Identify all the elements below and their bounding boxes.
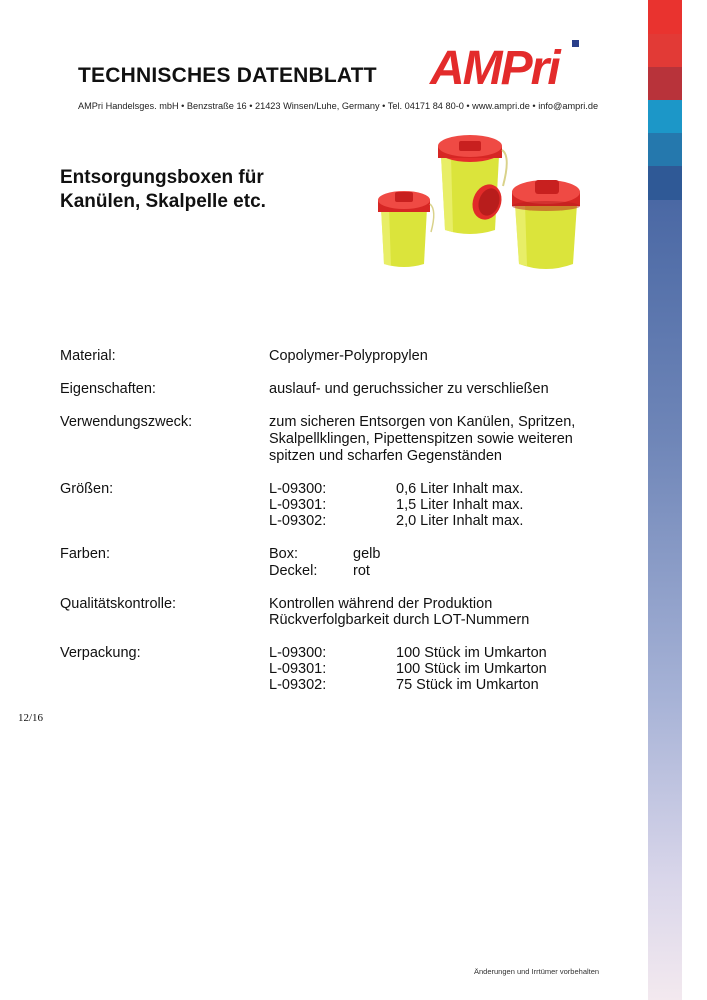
- spec-value-usage-line: spitzen und scharfen Gegenständen: [269, 448, 502, 464]
- spec-value-material: Copolymer-Polypropylen: [269, 348, 428, 364]
- spec-value-properties: auslauf- und geruchssicher zu verschließen: [269, 381, 549, 397]
- spec-label-sizes: Größen:: [60, 481, 114, 497]
- document-title: TECHNISCHES DATENBLATT: [78, 64, 377, 87]
- color-value: gelb: [353, 546, 381, 562]
- spec-value-quality-line: Rückverfolgbarkeit durch LOT-Nummern: [269, 612, 530, 628]
- size-value: 2,0 Liter Inhalt max.: [396, 513, 524, 529]
- spec-label-material: Material:: [60, 348, 116, 364]
- packaging-value: 100 Stück im Umkarton: [396, 661, 547, 677]
- spec-label-quality: Qualitätskontrolle:: [60, 596, 177, 612]
- color-bar-segment: [648, 34, 682, 67]
- color-bar-segment: [648, 0, 682, 34]
- color-value: rot: [353, 563, 370, 579]
- product-title-line: Kanülen, Skalpelle etc.: [60, 191, 266, 212]
- size-code: L-09302:: [269, 513, 327, 529]
- color-bar-segment: [648, 166, 682, 200]
- packaging-code: L-09301:: [269, 661, 327, 677]
- company-address-line: AMPri Handelsges. mbH • Benzstraße 16 • 21423 Winsen/Luhe, Germany • Tel. 04171 84 80-0 • www.ampri.de • info@ampri.de: [78, 101, 599, 111]
- packaging-value: 100 Stück im Umkarton: [396, 645, 547, 661]
- size-value: 0,6 Liter Inhalt max.: [396, 481, 524, 497]
- color-bar-gradient: [648, 200, 682, 1000]
- page-number: 12/16: [18, 712, 44, 724]
- spec-label-properties: Eigenschaften:: [60, 381, 156, 397]
- spec-value-usage-line: Skalpellklingen, Pipettenspitzen sowie weiteren: [269, 431, 573, 447]
- size-code: L-09301:: [269, 497, 327, 513]
- spec-label-usage: Verwendungszweck:: [60, 414, 193, 430]
- packaging-value: 75 Stück im Umkarton: [396, 677, 539, 693]
- ampri-logo: [428, 36, 586, 92]
- color-bar-segment: [648, 67, 682, 100]
- spec-value-quality-line: Kontrollen während der Produktion: [269, 596, 493, 612]
- footer-disclaimer: Änderungen und Irrtümer vorbehalten: [474, 967, 600, 976]
- spec-value-usage-line: zum sicheren Entsorgen von Kanülen, Spritzen,: [269, 414, 576, 430]
- size-value: 1,5 Liter Inhalt max.: [396, 497, 524, 513]
- packaging-code: L-09302:: [269, 677, 327, 693]
- decorative-color-bar: [648, 0, 682, 1000]
- product-photo: [355, 126, 595, 316]
- product-title-line: Entsorgungsboxen für: [60, 167, 264, 188]
- color-bar-segment: [648, 100, 682, 133]
- svg-text:AMPri: AMPri: [430, 42, 559, 92]
- spec-label-packaging: Verpackung:: [60, 645, 141, 661]
- color-part: Box:: [269, 546, 299, 562]
- size-code: L-09300:: [269, 481, 327, 497]
- color-bar-segment: [648, 133, 682, 166]
- spec-label-colors: Farben:: [60, 546, 110, 562]
- color-part: Deckel:: [269, 563, 318, 579]
- packaging-code: L-09300:: [269, 645, 327, 661]
- product-title: [60, 166, 266, 214]
